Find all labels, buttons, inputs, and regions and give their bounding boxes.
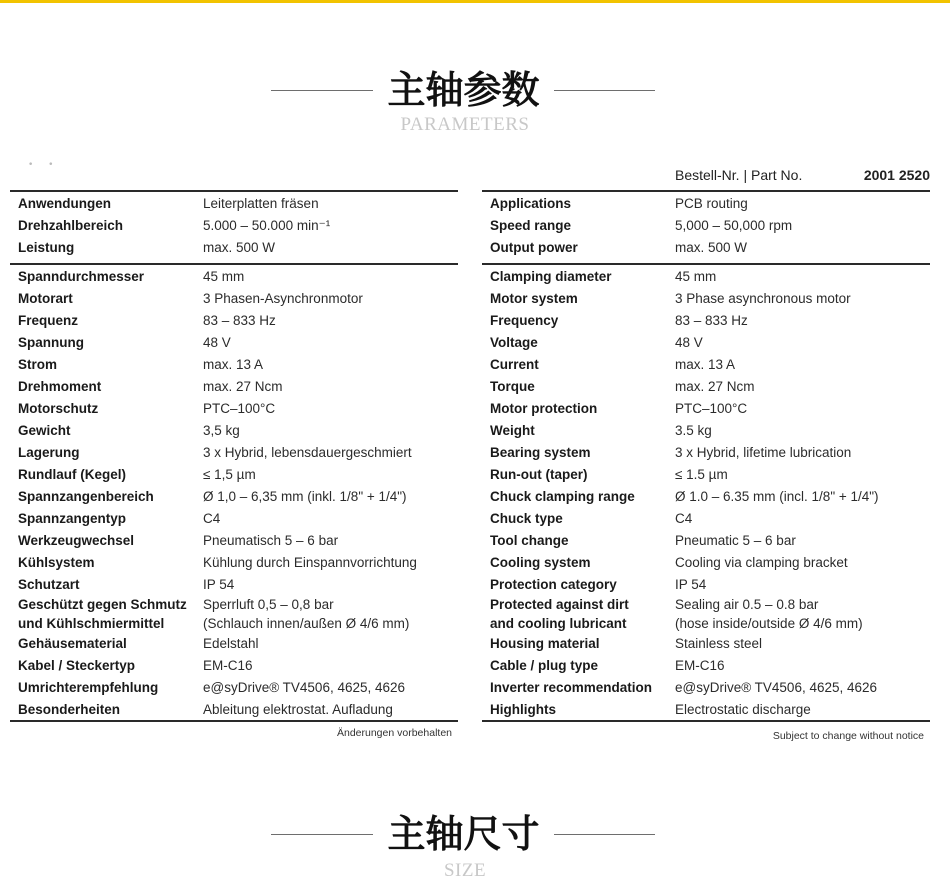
heading-rule-left (271, 90, 373, 91)
spec-key: Current (490, 357, 539, 372)
spec-key: Spannzangentyp (18, 511, 127, 526)
part-number-value: 2001 2520 (863, 167, 930, 183)
part-number-label: Bestell-Nr. | Part No. (675, 167, 803, 183)
spec-value: IP 54 (203, 577, 235, 592)
spec-key: Umrichterempfehlung (18, 680, 159, 695)
table-rule (482, 263, 930, 265)
table-rule (10, 720, 458, 722)
spec-value: 45 mm (203, 269, 245, 284)
table-rule (482, 190, 930, 192)
spec-key: Spannung (18, 335, 84, 350)
spec-value: Leiterplatten fräsen (203, 196, 319, 211)
parameters-subtitle: PARAMETERS (400, 114, 530, 135)
change-notice-english: Subject to change without notice (772, 730, 924, 742)
spec-value: Pneumatisch 5 – 6 bar (203, 533, 339, 548)
spec-value: Sperrluft 0,5 – 0,8 bar (Schlauch innen/außen Ø 4/6 mm) (203, 597, 410, 631)
spec-key: Frequency (490, 313, 559, 328)
spec-key: Output power (490, 240, 578, 255)
spec-value: max. 27 Ncm (675, 379, 755, 394)
spec-key: Kühlsystem (18, 555, 95, 570)
spec-key: Cable / plug type (490, 658, 599, 673)
table-rule (10, 263, 458, 265)
spec-key: Rundlauf (Kegel) (18, 467, 126, 482)
spec-value: Kühlung durch Einspannvorrichtung (203, 555, 417, 570)
spec-key: Motor system (490, 291, 578, 306)
spec-key: Cooling system (490, 555, 591, 570)
part-number (482, 167, 930, 187)
spec-key: Gehäusematerial (18, 636, 127, 651)
spec-value: Cooling via clamping bracket (675, 555, 848, 570)
parameters-heading (0, 68, 950, 135)
heading-rule-left (271, 834, 373, 835)
spec-key: Besonderheiten (18, 702, 121, 717)
spec-key: Voltage (490, 335, 538, 350)
spec-key: Geschützt gegen Schmutz und Kühlschmiermittel (18, 597, 187, 631)
spec-value: EM-C16 (203, 658, 253, 673)
spec-key: Kabel / Steckertyp (18, 658, 136, 673)
spec-value: Stainless steel (675, 636, 763, 651)
spec-key: Applications (490, 196, 572, 211)
table-rule (10, 190, 458, 192)
spec-value: e@syDrive® TV4506, 4625, 4626 (675, 680, 878, 695)
spec-key: Weight (490, 423, 535, 438)
spec-value: PCB routing (675, 196, 748, 211)
spec-value: 3 Phase asynchronous motor (675, 291, 851, 306)
spec-value: C4 (675, 511, 693, 526)
spec-key: Clamping diameter (490, 269, 612, 284)
spec-value: 5,000 – 50,000 rpm (675, 218, 793, 233)
spec-key: Inverter recommendation (490, 680, 653, 695)
spec-value: 83 – 833 Hz (203, 313, 276, 328)
spec-value: Electrostatic discharge (675, 702, 811, 717)
spec-key: Run-out (taper) (490, 467, 588, 482)
spec-key: Schutzart (18, 577, 80, 592)
spec-key: Gewicht (18, 423, 71, 438)
spec-key: Lagerung (18, 445, 80, 460)
spec-key: Tool change (490, 533, 569, 548)
change-notice-german: Änderungen vorbehalten (336, 727, 452, 739)
spec-key: Housing material (490, 636, 600, 651)
spec-key: Strom (18, 357, 58, 372)
spec-key: Motor protection (490, 401, 598, 416)
spec-value: ≤ 1.5 µm (675, 467, 728, 482)
decorative-dots: • • (28, 160, 60, 170)
spec-key: Chuck clamping range (490, 489, 635, 504)
spec-value: Sealing air 0.5 – 0.8 bar (hose inside/outside Ø 4/6 mm) (675, 597, 863, 631)
spec-key: Motorschutz (18, 401, 99, 416)
spec-key: Torque (490, 379, 535, 394)
spec-key: Werkzeugwechsel (18, 533, 135, 548)
spec-value: max. 500 W (675, 240, 748, 255)
spec-key: Motorart (18, 291, 73, 306)
spec-value: Pneumatic 5 – 6 bar (675, 533, 796, 548)
spec-value: 3 x Hybrid, lifetime lubrication (675, 445, 852, 460)
spec-value: 3 x Hybrid, lebensdauergeschmiert (203, 445, 412, 460)
spec-key: Leistung (18, 240, 75, 255)
spec-key: Highlights (490, 702, 556, 717)
parameters-title: 主轴参数 (387, 68, 540, 112)
spec-table-german (10, 160, 458, 754)
spec-key: Spanndurchmesser (18, 269, 145, 284)
size-subtitle: SIZE (443, 860, 487, 881)
spec-value: PTC–100°C (203, 401, 276, 416)
spec-key: Drehmoment (18, 379, 102, 394)
spec-value: max. 27 Ncm (203, 379, 283, 394)
spec-key: Protection category (490, 577, 617, 592)
spec-value: PTC–100°C (675, 401, 748, 416)
spec-value: EM-C16 (675, 658, 725, 673)
spec-value: Edelstahl (203, 636, 259, 651)
spec-key: Protected against dirt and cooling lubricant (490, 597, 629, 631)
spec-value: Ableitung elektrostat. Aufladung (203, 702, 393, 717)
spec-value: IP 54 (675, 577, 707, 592)
spec-value: 3.5 kg (675, 423, 712, 438)
spec-table-english (482, 164, 930, 754)
spec-value: e@syDrive® TV4506, 4625, 4626 (203, 680, 406, 695)
table-rule (482, 720, 930, 722)
top-accent-bar (0, 0, 950, 3)
spec-value: C4 (203, 511, 221, 526)
spec-value: max. 13 A (203, 357, 264, 372)
size-heading (0, 812, 950, 881)
spec-value: 45 mm (675, 269, 717, 284)
heading-rule-right (554, 834, 655, 835)
spec-value: max. 500 W (203, 240, 276, 255)
spec-key: Bearing system (490, 445, 591, 460)
spec-value: 3,5 kg (203, 423, 240, 438)
spec-value: 83 – 833 Hz (675, 313, 748, 328)
spec-key: Drehzahlbereich (18, 218, 124, 233)
spec-value: ≤ 1,5 µm (203, 467, 256, 482)
heading-rule-right (554, 90, 655, 91)
spec-key: Frequenz (18, 313, 79, 328)
spec-key: Anwendungen (18, 196, 111, 211)
spec-value: 3 Phasen-Asynchronmotor (203, 291, 363, 306)
spec-key: Spannzangenbereich (18, 489, 154, 504)
spec-value: Ø 1,0 – 6,35 mm (inkl. 1/8" + 1/4") (203, 489, 407, 504)
spec-value: 48 V (675, 335, 703, 350)
size-title: 主轴尺寸 (387, 812, 540, 856)
spec-value: max. 13 A (675, 357, 736, 372)
spec-value: Ø 1.0 – 6.35 mm (incl. 1/8" + 1/4") (675, 489, 879, 504)
spec-value: 5.000 – 50.000 min⁻¹ (203, 218, 331, 233)
spec-value: 48 V (203, 335, 231, 350)
spec-key: Speed range (490, 218, 572, 233)
spec-key: Chuck type (490, 511, 563, 526)
